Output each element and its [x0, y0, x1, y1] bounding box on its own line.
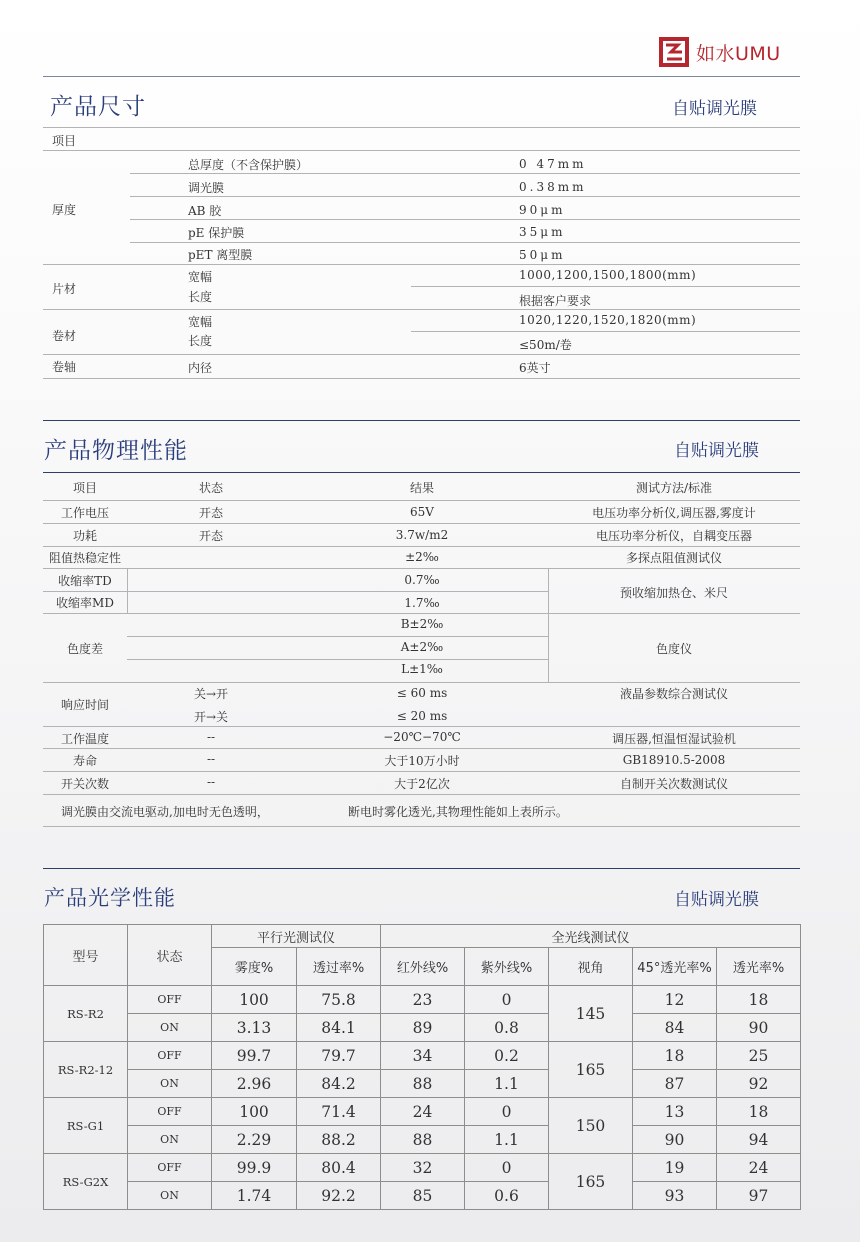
opt-t: 24 [717, 1154, 801, 1182]
opt-t: 18 [717, 986, 801, 1014]
section1-subtitle: 自贴调光膜 [672, 99, 757, 119]
row-shrink-method: 预收缩加热仓、米尺 [619, 586, 729, 600]
roll-width-value: 1020,1220,1520,1820(mm) [519, 313, 697, 327]
opt-t45: 13 [633, 1098, 717, 1126]
thickness-item-name: 总厚度（不含保护膜） [188, 158, 309, 172]
row-shrink-md-item: 收缩率MD [56, 596, 114, 610]
thickness-item-value: 90μm [519, 203, 566, 217]
opt-haze: 1.74 [212, 1182, 297, 1210]
row-life-method: GB18910.5-2008 [622, 753, 726, 767]
opt-t45: 84 [633, 1014, 717, 1042]
opt-t45: 12 [633, 986, 717, 1014]
sheet-width-label: 宽幅 [188, 270, 213, 284]
opt-haze: 2.96 [212, 1070, 297, 1098]
thickness-item-value: 0.38mm [519, 180, 587, 194]
opt-uv: 0 [465, 986, 549, 1014]
core-name: 内径 [188, 361, 213, 375]
row-resistance-result: ±2‰ [405, 550, 439, 564]
opt-state: ON [128, 1070, 212, 1098]
opt-state: OFF [128, 1098, 212, 1126]
sheet-length-value: 根据客户要求 [519, 294, 592, 308]
row-life-result: 大于10万小时 [384, 754, 460, 768]
roll-width-label: 宽幅 [188, 315, 213, 329]
row-voltage-state: 开态 [198, 506, 224, 520]
opt-uv: 0.8 [465, 1014, 549, 1042]
opt-col-uv: 紫外线% [465, 948, 549, 986]
opt-model-name: RS-R2 [44, 986, 128, 1042]
opt-t: 18 [717, 1098, 801, 1126]
opt-col-t: 透光率% [717, 948, 801, 986]
opt-ir: 89 [381, 1014, 465, 1042]
opt-ir: 34 [381, 1042, 465, 1070]
core-value: 6英寸 [519, 361, 551, 375]
row-voltage-result: 65V [410, 505, 434, 519]
opt-trans: 84.1 [297, 1014, 381, 1042]
row-voltage-item: 工作电压 [60, 506, 110, 520]
opt-header-parallel: 平行光测试仪 [212, 925, 381, 948]
opt-t45: 90 [633, 1126, 717, 1154]
row-response-state-off: 开→关 [193, 710, 229, 724]
thickness-item-value: 0 47mm [519, 157, 587, 171]
thickness-item-name: pET 离型膜 [188, 248, 253, 262]
opt-haze: 3.13 [212, 1014, 297, 1042]
opt-state: OFF [128, 1154, 212, 1182]
row-color-result-l: L±1‰ [401, 662, 443, 676]
opt-t45: 93 [633, 1182, 717, 1210]
phys-header-item: 项目 [72, 481, 98, 495]
row-switch-item: 开关次数 [60, 777, 110, 791]
opt-state: OFF [128, 986, 212, 1014]
opt-t: 90 [717, 1014, 801, 1042]
section1-top-rule [43, 76, 800, 77]
row-temp-state: -- [206, 730, 216, 744]
section3-subtitle: 自贴调光膜 [674, 890, 759, 910]
row-response-result-on: ≤ 60 ms [396, 686, 448, 700]
section2-title: 产品物理性能 [44, 438, 188, 464]
opt-trans: 84.2 [297, 1070, 381, 1098]
opt-uv: 0.6 [465, 1182, 549, 1210]
row-shrink-td-result: 0.7‰ [404, 573, 440, 587]
thickness-item-name: 调光膜 [188, 181, 225, 195]
row-shrink-md-result: 1.7‰ [404, 596, 440, 610]
opt-haze: 100 [212, 986, 297, 1014]
thickness-item-value: 35μm [519, 225, 566, 239]
row-response-item: 响应时间 [60, 698, 110, 712]
sheet-width-value: 1000,1200,1500,1800(mm) [519, 268, 697, 282]
sheet-label: 片材 [52, 282, 77, 296]
opt-ir: 24 [381, 1098, 465, 1126]
opt-t: 92 [717, 1070, 801, 1098]
opt-ir: 88 [381, 1070, 465, 1098]
section3-title: 产品光学性能 [44, 886, 176, 910]
sheet-length-label: 长度 [188, 290, 213, 304]
row-color-result-b: B±2‰ [400, 617, 444, 631]
opt-trans: 92.2 [297, 1182, 381, 1210]
opt-state: OFF [128, 1042, 212, 1070]
row-life-state: -- [206, 752, 216, 766]
row-color-result-a: A±2‰ [400, 640, 444, 654]
brand-logo [658, 36, 781, 68]
opt-haze: 2.29 [212, 1126, 297, 1154]
opt-state: ON [128, 1014, 212, 1042]
opt-col-haze: 雾度% [212, 948, 297, 986]
opt-header-full: 全光线测试仪 [381, 925, 801, 948]
row-temp-result: −20℃−70℃ [383, 730, 461, 744]
opt-uv: 0 [465, 1154, 549, 1182]
phys-header-method: 测试方法/标准 [635, 481, 713, 495]
row-switch-result: 大于2亿次 [394, 777, 450, 791]
opt-angle: 150 [549, 1098, 633, 1154]
row-shrink-td-item: 收缩率TD [58, 574, 112, 588]
row-response-state-on: 关→开 [193, 687, 229, 701]
row-resistance-method: 多探点阻值测试仪 [625, 551, 723, 565]
dim-header-item: 项目 [52, 134, 77, 148]
section3-top-rule [43, 868, 800, 869]
row-power-result: 3.7w/m2 [395, 528, 449, 542]
opt-ir: 85 [381, 1182, 465, 1210]
opt-header-state: 状态 [128, 925, 212, 986]
roll-length-value: ≤50m/卷 [519, 338, 572, 352]
opt-model-name: RS-G1 [44, 1098, 128, 1154]
opt-haze: 99.7 [212, 1042, 297, 1070]
row-switch-method: 自制开关次数测试仪 [619, 777, 729, 791]
row-temp-item: 工作温度 [60, 732, 110, 746]
opt-state: ON [128, 1126, 212, 1154]
core-label: 卷轴 [52, 360, 77, 374]
opt-ir: 32 [381, 1154, 465, 1182]
opt-ir: 23 [381, 986, 465, 1014]
optical-table [43, 924, 801, 1210]
opt-col-t45: 45°透光率% [633, 948, 717, 986]
opt-state: ON [128, 1182, 212, 1210]
opt-uv: 1.1 [465, 1070, 549, 1098]
opt-angle: 165 [549, 1154, 633, 1210]
opt-trans: 79.7 [297, 1042, 381, 1070]
opt-header-model: 型号 [44, 925, 128, 986]
row-color-item: 色度差 [66, 642, 104, 656]
section1-title: 产品尺寸 [50, 94, 146, 120]
thickness-item-name: AB 胶 [188, 204, 222, 218]
opt-t: 94 [717, 1126, 801, 1154]
row-power-state: 开态 [198, 529, 224, 543]
opt-trans: 75.8 [297, 986, 381, 1014]
opt-model-name: RS-R2-12 [44, 1042, 128, 1098]
opt-col-ir: 红外线% [381, 948, 465, 986]
opt-trans: 80.4 [297, 1154, 381, 1182]
phys-note-1: 调光膜由交流电驱动,加电时无色透明， [61, 805, 269, 819]
opt-t: 97 [717, 1182, 801, 1210]
opt-trans: 71.4 [297, 1098, 381, 1126]
section2-top-rule [43, 420, 800, 421]
row-switch-state: -- [206, 775, 216, 789]
thickness-label: 厚度 [52, 203, 77, 217]
opt-angle: 145 [549, 986, 633, 1042]
row-power-item: 功耗 [72, 529, 98, 543]
opt-uv: 0 [465, 1098, 549, 1126]
phys-header-state: 状态 [198, 481, 224, 495]
opt-trans: 88.2 [297, 1126, 381, 1154]
phys-note-2: 断电时雾化透光,其物理性能如上表所示。 [348, 805, 568, 819]
row-response-result-off: ≤ 20 ms [396, 709, 448, 723]
row-power-method: 电压功率分析仪，自耦变压器 [595, 529, 753, 543]
opt-t45: 19 [633, 1154, 717, 1182]
opt-ir: 88 [381, 1126, 465, 1154]
row-color-method: 色度仪 [655, 642, 693, 656]
opt-haze: 100 [212, 1098, 297, 1126]
section2-header-rule [43, 472, 800, 473]
row-voltage-method: 电压功率分析仪,调压器,雾度计 [592, 506, 756, 520]
section2-subtitle: 自贴调光膜 [674, 441, 759, 461]
opt-col-trans: 透过率% [297, 948, 381, 986]
opt-haze: 99.9 [212, 1154, 297, 1182]
opt-col-angle: 视角 [549, 948, 633, 986]
thickness-item-value: 50μm [519, 248, 566, 262]
roll-length-label: 长度 [188, 334, 213, 348]
row-resistance-item: 阻值热稳定性 [48, 551, 122, 565]
row-response-method: 液晶参数综合测试仪 [619, 687, 729, 701]
brand-name: 如水UMU [696, 42, 781, 65]
row-temp-method: 调压器,恒温恒湿试验机 [612, 732, 736, 746]
roll-label: 卷材 [52, 329, 77, 343]
phys-header-result: 结果 [409, 481, 435, 495]
opt-t45: 87 [633, 1070, 717, 1098]
thickness-item-name: pE 保护膜 [188, 226, 245, 240]
opt-uv: 1.1 [465, 1126, 549, 1154]
opt-t45: 18 [633, 1042, 717, 1070]
brand-logo-icon [658, 36, 690, 68]
opt-t: 25 [717, 1042, 801, 1070]
opt-model-name: RS-G2X [44, 1154, 128, 1210]
row-life-item: 寿命 [72, 754, 98, 768]
opt-uv: 0.2 [465, 1042, 549, 1070]
opt-angle: 165 [549, 1042, 633, 1098]
